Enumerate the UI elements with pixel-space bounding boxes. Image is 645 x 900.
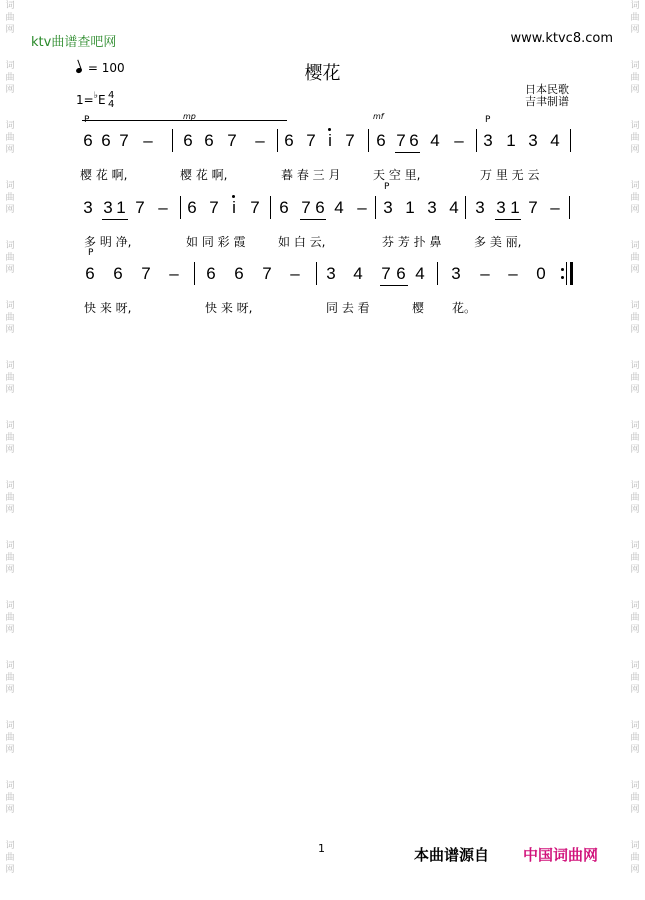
time-top: 4 (108, 90, 115, 101)
note: 4 (415, 264, 425, 283)
note: – (550, 198, 560, 217)
lyric: 樱 花 啊, (80, 168, 128, 182)
barline (316, 262, 317, 285)
watermark-text: 词 曲 网 (5, 61, 15, 95)
watermark-text: 词 曲 网 (630, 421, 640, 455)
site-link-right[interactable]: www.ktvc8.com (510, 31, 613, 46)
note: 7 (262, 264, 272, 283)
note: – (143, 131, 153, 150)
watermark-text: 词 曲 网 (5, 301, 15, 335)
dynamic-p: P (384, 182, 390, 192)
barline (465, 196, 466, 219)
note: 6 (396, 264, 406, 283)
note: 1 (510, 198, 520, 217)
song-origin: 日本民歌 (525, 83, 569, 96)
key-label: 1= (76, 93, 94, 107)
footer-source: 本曲谱源自 (414, 846, 490, 864)
lyric: 如 同 彩 霞 (186, 235, 246, 249)
note: 1 (116, 198, 126, 217)
watermark-text: 词 曲 网 (630, 361, 640, 395)
note: 3 (383, 198, 393, 217)
barline (368, 129, 369, 152)
watermark-text: 词 曲 网 (630, 1, 640, 35)
note: 4 (430, 131, 440, 150)
barline (375, 196, 376, 219)
note: – (169, 264, 179, 283)
note: 7 (396, 131, 406, 150)
note: 3 (83, 198, 93, 217)
lyric: 万 里 无 云 (480, 168, 540, 182)
note: i (232, 198, 236, 217)
underline-eighth (300, 219, 326, 220)
note: 6 (284, 131, 294, 150)
watermark-text: 词 曲 网 (5, 121, 15, 155)
flat-icon: ♭ (93, 91, 98, 101)
watermark-text: 词 曲 网 (630, 61, 640, 95)
note: 7 (381, 264, 391, 283)
watermark-text: 词 曲 网 (5, 421, 15, 455)
underline-eighth (495, 219, 521, 220)
watermark-text: 词 曲 网 (630, 841, 640, 875)
lyric: 多 明 净, (84, 235, 132, 249)
watermark-text: 词 曲 网 (630, 481, 640, 515)
watermark-text: 词 曲 网 (630, 721, 640, 755)
note: i (328, 131, 332, 150)
barline (277, 129, 278, 152)
note: – (508, 264, 518, 283)
watermark-text: 词 曲 网 (5, 481, 15, 515)
high-octave-dot (232, 195, 235, 198)
watermark-text: 词 曲 网 (5, 601, 15, 635)
note: 6 (315, 198, 325, 217)
barline (570, 129, 571, 152)
repeat-dot (561, 276, 564, 279)
note: 0 (536, 264, 546, 283)
note: – (255, 131, 265, 150)
lyric: 快 来 呀, (84, 301, 132, 315)
note: 4 (334, 198, 344, 217)
note: 6 (85, 264, 95, 283)
note: 3 (326, 264, 336, 283)
note: 4 (449, 198, 459, 217)
note: 3 (528, 131, 538, 150)
watermark-text: 词 曲 网 (5, 541, 15, 575)
note: 7 (141, 264, 151, 283)
note: 6 (279, 198, 289, 217)
page-title: 樱花 (304, 63, 341, 84)
watermark-text: 词 曲 网 (630, 541, 640, 575)
note: 6 (183, 131, 193, 150)
lyric: 快 来 呀, (205, 301, 253, 315)
barline (172, 129, 173, 152)
note: 7 (306, 131, 316, 150)
score-row-1 (0, 112, 645, 201)
dynamic-p: P (84, 115, 90, 125)
watermark-text: 词 曲 网 (5, 661, 15, 695)
dynamic-p: P (485, 115, 491, 125)
lyric: 如 白 云, (278, 235, 326, 249)
watermark-text: 词 曲 网 (5, 181, 15, 215)
note: 7 (209, 198, 219, 217)
score-row-2 (0, 182, 645, 268)
note: 6 (409, 131, 419, 150)
song-arranger: 吉聿制谱 (525, 95, 569, 108)
lyric: 多 美 丽, (474, 235, 522, 249)
note: 3 (103, 198, 113, 217)
note: 6 (234, 264, 244, 283)
watermark-text: 词 曲 网 (630, 121, 640, 155)
note: 6 (206, 264, 216, 283)
barline (194, 262, 195, 285)
underline-eighth (102, 219, 128, 220)
watermark-text: 词 曲 网 (5, 241, 15, 275)
note: 7 (250, 198, 260, 217)
note: 7 (227, 131, 237, 150)
barline (437, 262, 438, 285)
key-note: E (97, 93, 106, 107)
note: – (158, 198, 168, 217)
lyric: 暮 春 三 月 (281, 168, 341, 182)
dynamic-mf: mf (373, 112, 384, 121)
note: – (480, 264, 490, 283)
note: 4 (353, 264, 363, 283)
site-link-left[interactable]: ktv曲谱查吧网 (31, 35, 117, 50)
note: – (357, 198, 367, 217)
note: 1 (506, 131, 516, 150)
underline-eighth (395, 152, 420, 153)
watermark-text: 词 曲 网 (5, 361, 15, 395)
watermark-text: 词 曲 网 (630, 241, 640, 275)
note: 3 (451, 264, 461, 283)
note: 7 (119, 131, 129, 150)
note: 6 (113, 264, 123, 283)
tempo-value: = 100 (87, 61, 125, 75)
note: – (290, 264, 300, 283)
note: 6 (376, 131, 386, 150)
watermark-text: 词 曲 网 (630, 601, 640, 635)
dynamic-mp: mp (183, 112, 196, 121)
note: 3 (427, 198, 437, 217)
lyric: 芬 芳 扑 鼻 (382, 235, 442, 249)
page-number: 1 (318, 842, 325, 855)
note: 6 (83, 131, 93, 150)
note: 3 (475, 198, 485, 217)
repeat-dot (561, 268, 564, 271)
note: 3 (483, 131, 493, 150)
lyric: 樱 花 啊, (180, 168, 228, 182)
note: 7 (301, 198, 311, 217)
high-octave-dot (328, 128, 331, 131)
barline (180, 196, 181, 219)
end-repeat-barline (566, 262, 567, 285)
lyric: 天 空 里, (373, 168, 421, 182)
end-repeat-barline-thick (570, 262, 573, 285)
barline (270, 196, 271, 219)
watermark-text: 词 曲 网 (5, 721, 15, 755)
barline (569, 196, 570, 219)
watermark-text: 词 曲 网 (630, 781, 640, 815)
watermark-text: 词 曲 网 (630, 181, 640, 215)
note: 7 (528, 198, 538, 217)
lyric: 同 去 看 (326, 301, 370, 315)
footer-site-link[interactable]: 中国词曲网 (523, 846, 599, 864)
watermark-text: 词 曲 网 (630, 661, 640, 695)
note: 6 (187, 198, 197, 217)
credits (525, 84, 569, 108)
note: 6 (204, 131, 214, 150)
note: 6 (101, 131, 111, 150)
key-signature (76, 93, 106, 107)
note: 3 (496, 198, 506, 217)
underline-eighth (380, 285, 408, 286)
note: 1 (405, 198, 415, 217)
note: – (454, 131, 464, 150)
time-signature (108, 91, 114, 109)
watermark-text: 词 曲 网 (630, 301, 640, 335)
note: 7 (345, 131, 355, 150)
watermark-text: 词 曲 网 (5, 781, 15, 815)
note: 4 (550, 131, 560, 150)
barline (476, 129, 477, 152)
lyric: 樱 (412, 301, 425, 315)
watermark-text: 词 曲 网 (5, 841, 15, 875)
lyric: 花。 (452, 301, 477, 315)
time-bottom: 4 (108, 99, 115, 110)
watermark-text: 词 曲 网 (5, 1, 15, 35)
dynamic-p: P (88, 248, 94, 258)
note: 7 (135, 198, 145, 217)
